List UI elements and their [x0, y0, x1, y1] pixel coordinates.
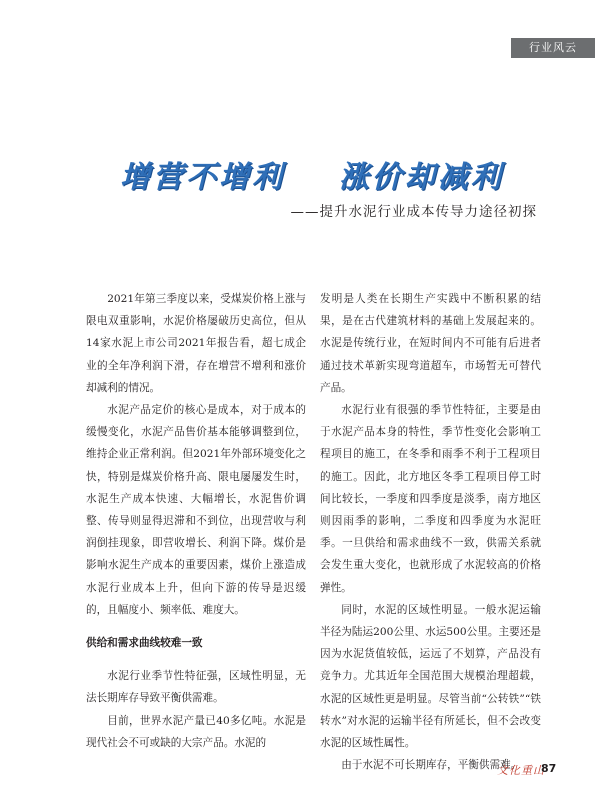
paragraph: 发明是人类在长期生产实践中不断积累的结果，是在古代建筑材料的基础上发展起来的。水泥是传统行业，在短时间内不可能有后进者通过技术革新实现弯道超车，市场暂无可替代产品。	[320, 293, 541, 394]
page-subtitle: ——提升水泥行业成本传导力途径初探	[290, 204, 537, 220]
paragraph: 由于水泥不可长期库存，平衡供需难。	[341, 759, 522, 772]
paragraph: 水泥行业有很强的季节性特征，主要是由于水泥产品本身的特性，季节性变化会影响工程项目的施工，在冬季和雨季不利于工程项目的施工。因此，北方地区冬季工程项目停工时间比较长，一季度和四季度是淡季，南方地区则因雨季的影响，二季度和四季度为水泥旺季。一旦供给和需求曲线不一致，供需关系就会发生重大变化，也就形成了水泥较高的价格弹性。	[320, 404, 541, 594]
paragraph: 2021年第三季度以来，受煤炭价格上涨与限电双重影响，水泥价格屡破历史高位，但从14家水泥上市公司2021年报告看，超七成企业的全年净利润下滑，存在增营不增利和涨价却减利的情况。	[86, 293, 306, 394]
page-number: 87	[541, 762, 557, 775]
section-heading: 供给和需求曲线较难一致	[86, 637, 203, 650]
magazine-logo: 文化重山	[497, 764, 545, 777]
paragraph: 水泥行业季节性特征强，区域性明显，无法长期库存导致平衡供需难。	[86, 670, 306, 705]
section-tag: 行业风云	[511, 38, 595, 58]
paragraph: 目前，世界水泥产量已40多亿吨。水泥是现代社会不可或缺的大宗产品。水泥的	[86, 714, 306, 749]
paragraph: 水泥产品定价的核心是成本，对于成本的缓慢变化，水泥产品售价基本能够调整到位，维持企业正常利润。但2021年外部环境变化之快，特别是煤炭价格升高、限电屡屡发生时，水泥生产成本快速、大幅增长，水泥售价调整、传导则显得迟滞和不到位，出现营收与利润倒挂现象，即营收增长、利润下降。煤价是影响水泥生产成本的重要因素，煤价上涨造成水泥行业成本上升，但向下游的传导是迟缓的，且幅度小、频率低、难度大。	[86, 404, 306, 616]
right-column	[320, 288, 541, 776]
paragraph: 同时，水泥的区域性明显。一般水泥运输半径为陆运200公里、水运500公里。主要还是因为水泥货值较低，运远了不划算，产品没有竞争力。尤其近年全国范围大规模治理超载，水泥的区域性更是明显。尽管当前“公转铁”“铁转水”对水泥的运输半径有所延长，但不会改变水泥的区域性属性。	[320, 603, 541, 750]
left-column	[86, 288, 306, 754]
page-title: 增营不增利 涨价却减利	[120, 160, 504, 195]
